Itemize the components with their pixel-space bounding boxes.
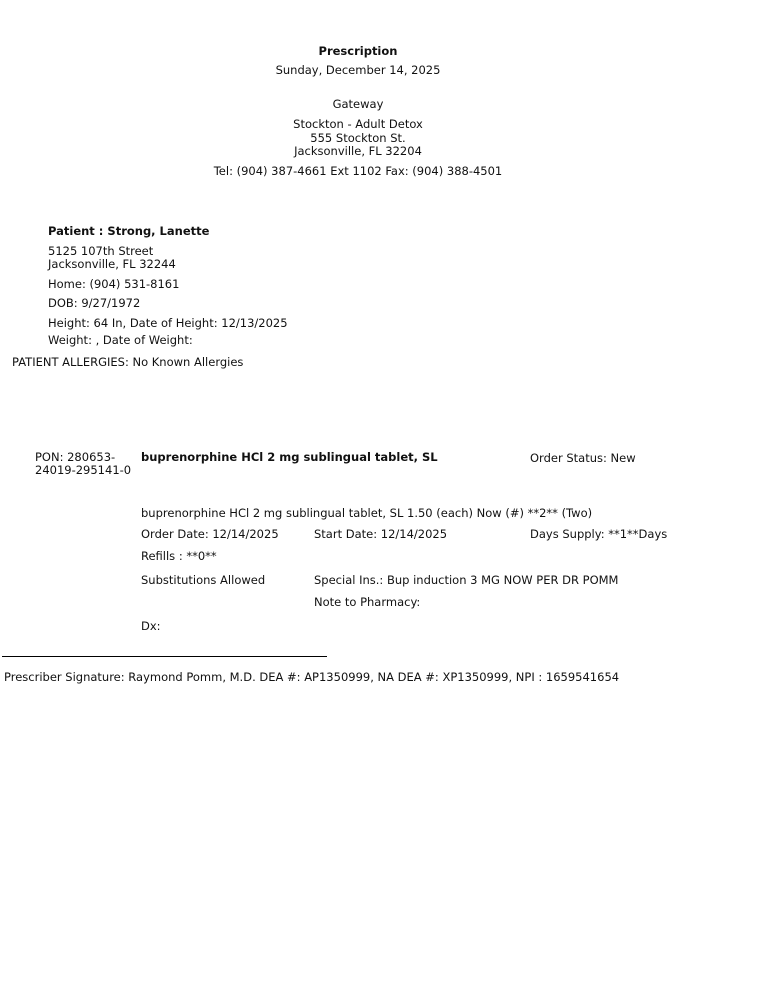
patient-name: Patient : Strong, Lanette [48,224,210,238]
start-date: Start Date: 12/14/2025 [314,527,448,541]
document-date: Sunday, December 14, 2025 [275,63,441,77]
days-supply: Days Supply: **1**Days [530,527,668,541]
facility-name: Gateway [332,97,384,111]
facility-address-line1: 555 Stockton St. [310,131,406,145]
patient-home-phone: Home: (904) 531-8161 [48,277,180,291]
facility-address-line2: Jacksonville, FL 32204 [294,144,422,158]
special-instructions: Special Ins.: Bup induction 3 MG NOW PER DR POMM [314,573,619,587]
facility-contact: Tel: (904) 387-4661 Ext 1102 Fax: (904) 388-4501 [213,164,503,178]
sig-instructions: buprenorphine HCl 2 mg sublingual tablet, SL 1.50 (each) Now (#) **2** (Two) [141,506,593,520]
patient-address-line1: 5125 107th Street [48,244,154,258]
order-status: Order Status: New [530,451,636,465]
patient-allergies: PATIENT ALLERGIES: No Known Allergies [12,355,244,369]
prescriber-signature: Prescriber Signature: Raymond Pomm, M.D. DEA #: AP1350999, NA DEA #: XP1350999, NPI : 1659541654 [4,670,620,684]
facility-location: Stockton - Adult Detox [293,117,423,131]
patient-address-line2: Jacksonville, FL 32244 [48,257,176,271]
patient-dob: DOB: 9/27/1972 [48,296,141,310]
prescription-order-number: PON: 280653-24019-295141-0 [35,450,132,477]
patient-weight: Weight: , Date of Weight: [48,333,193,347]
document-title: Prescription [318,44,398,58]
signature-line [2,656,327,657]
diagnosis: Dx: [141,619,161,633]
patient-height: Height: 64 In, Date of Height: 12/13/2025 [48,316,288,330]
note-to-pharmacy: Note to Pharmacy: [314,595,421,609]
drug-name: buprenorphine HCl 2 mg sublingual tablet, SL [141,450,438,464]
order-date: Order Date: 12/14/2025 [141,527,279,541]
substitutions: Substitutions Allowed [141,573,266,587]
refills: Refills : **0** [141,549,217,563]
